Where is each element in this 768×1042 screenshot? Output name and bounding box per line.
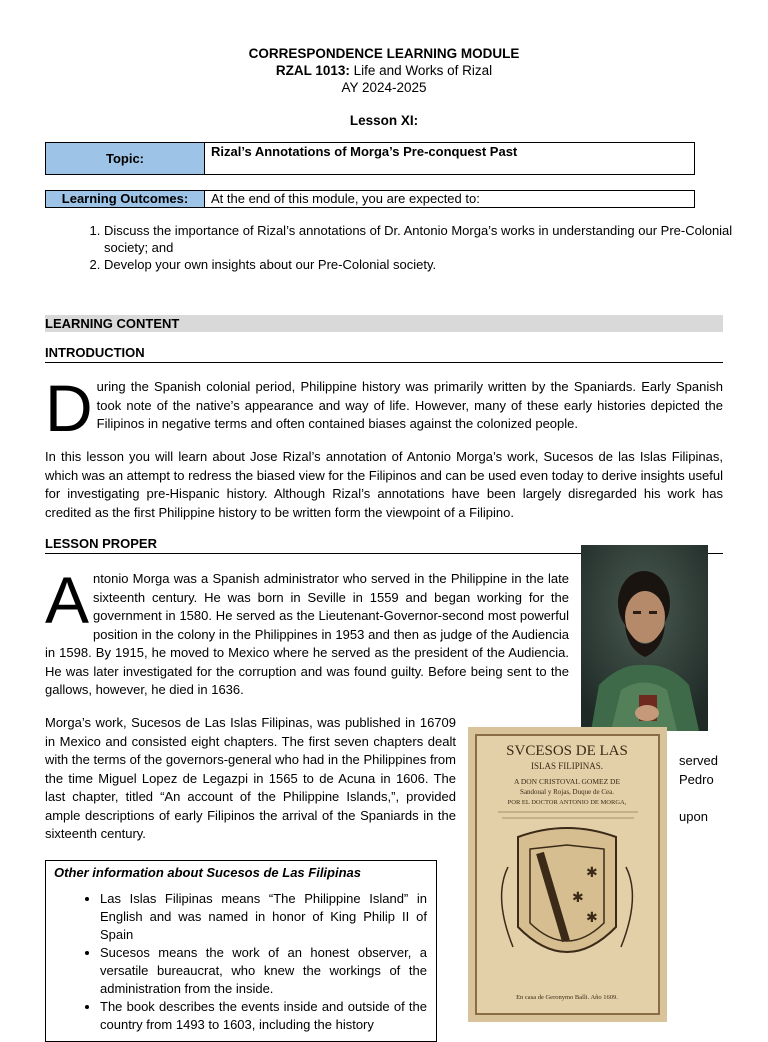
introduction-heading: INTRODUCTION bbox=[45, 345, 723, 363]
book-line3: Sandoual y Rojas, Duque de Cea. bbox=[520, 788, 614, 796]
book-title: SVCESOS DE LAS bbox=[506, 743, 628, 759]
drop-cap: A bbox=[45, 563, 90, 637]
side-word: upon bbox=[679, 809, 708, 824]
introduction-text: uring the Spanish colonial period, Philippine history was primarily written by the Spaniards. Early Spanish took note of the native’s appearance and way of life. However, many of these early histories depicted the Filipinos in negative terms and often contained biases against the colonized people. bbox=[96, 379, 723, 431]
lesson-paragraph-2: Morga’s work, Sucesos de Las Islas Filipinas, was published in 16709 in Mexico and consisted eight chapters. The first seven chapters dealt with the terms of the governors-general who had in the Philippines from the time Miguel Lopez de Legazpi in 1565 to de Acuna in 1606. The last chapter, titled “An account of the Philippine Islands,”, provided ample descriptions of early Filipinos the arrival of the Spaniards in the sixteenth century. bbox=[45, 715, 456, 841]
outcomes-table bbox=[45, 190, 695, 208]
outcomes-intro: At the end of this module, you are expected to: bbox=[205, 191, 695, 208]
info-bullet: • The book describes the events inside and outside of the country from 1493 to 1603, including the history bbox=[100, 998, 427, 1034]
introduction-paragraph-2: In this lesson you will learn about Jose Rizal’s annotation of Antonio Morga’s work, Sucesos de las Islas Filipinas, which was an attempt to redress the biased view for the Filipinos and can be used even today to derive insights useful for investigating pre-Hispanic history. Although Rizal’s annotations have been largely disregarded his work has credited as the first Philippine history to be written form the viewpoint of a Filipino. bbox=[45, 449, 723, 520]
academic-year: AY 2024-2025 bbox=[341, 80, 427, 95]
side-word: served bbox=[679, 753, 719, 768]
svg-text:✱: ✱ bbox=[586, 910, 598, 926]
topic-label: Topic: bbox=[46, 143, 205, 175]
info-box-list bbox=[46, 890, 427, 1034]
outcome-item: 2. Develop your own insights about our Pre-Colonial society. bbox=[104, 256, 749, 273]
svg-text:✱: ✱ bbox=[586, 865, 598, 881]
course-line bbox=[0, 63, 768, 78]
introduction-paragraph bbox=[45, 371, 723, 445]
drop-cap: D bbox=[45, 371, 93, 445]
module-title: CORRESPONDENCE LEARNING MODULE bbox=[248, 46, 520, 61]
learning-content-heading: LEARNING CONTENT bbox=[45, 315, 723, 332]
lesson-number: Lesson XI: bbox=[349, 113, 419, 128]
side-word: Pedro bbox=[679, 772, 714, 787]
book-cover-image bbox=[468, 727, 667, 1022]
info-box-title: Other information about Sucesos de Las Filipinas bbox=[54, 865, 361, 880]
book-subtitle: ISLAS FILIPINAS. bbox=[530, 761, 604, 771]
course-name: Life and Works of Rizal bbox=[349, 63, 493, 78]
outcome-item: 1. Discuss the importance of Rizal’s annotations of Dr. Antonio Morga’s works in understanding our Pre-Colonial society; and bbox=[104, 222, 749, 256]
book-footer: En casa de Geronymo Balli. Año 1609. bbox=[516, 994, 618, 1001]
lesson-text: ntonio Morga was a Spanish administrator who served in the Philippine in the late sixteenth century. He was born in Seville in 1559 and began working for the government in 1580. He served as the Lieutenant-Governor-second most powerful position in the colony in the Philippines in 1953 and then as judge of the Audiencia in 1598. By 1915, he moved to Mexico where he served as the president of the Audiencia. He was later investigated for the corruption and was found guilty. Before being sent to the gallows, however, he died in 1636. bbox=[45, 571, 569, 697]
topic-table bbox=[45, 142, 695, 175]
book-line4: POR EL DOCTOR ANTONIO DE MORGA, bbox=[507, 799, 627, 806]
lesson-proper-heading: LESSON PROPER bbox=[45, 536, 723, 554]
course-code: RZAL 1013: bbox=[275, 63, 350, 78]
info-bullet: • Las Islas Filipinas means “The Philippine Island” in English and was named in honor of King Philip II of Spain bbox=[100, 890, 427, 944]
portrait-image bbox=[581, 545, 708, 731]
svg-text:✱: ✱ bbox=[572, 890, 584, 906]
outcomes-label: Learning Outcomes: bbox=[46, 191, 205, 208]
topic-value: Rizal’s Annotations of Morga’s Pre-conquest Past bbox=[205, 143, 695, 175]
lesson-paragraph-1 bbox=[45, 563, 569, 700]
info-box bbox=[45, 860, 437, 1042]
book-dedication: A DON CRISTOVAL GOMEZ DE bbox=[513, 777, 621, 786]
info-bullet: • Sucesos means the work of an honest observer, a versatile bureaucrat, who knew the workings of the administration from the inside. bbox=[100, 944, 427, 998]
outcomes-list bbox=[80, 222, 749, 273]
